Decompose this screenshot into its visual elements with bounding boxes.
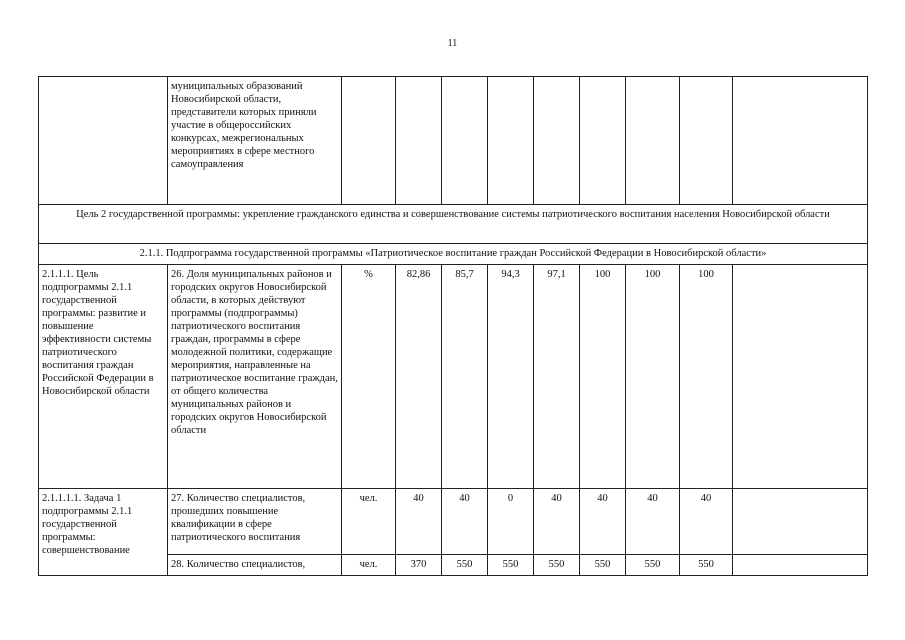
goal-cell <box>39 77 168 205</box>
table-row <box>39 244 868 265</box>
value-cell: 550 <box>442 555 488 576</box>
value-cell: 100 <box>626 265 680 489</box>
value-cell: 100 <box>680 265 733 489</box>
value-cell: 0 <box>488 489 534 555</box>
value-cell: 97,1 <box>534 265 580 489</box>
subprogram-header: 2.1.1. Подпрограмма государственной программы «Патриотическое воспитание граждан Российской Федерации в Новосибирской области» <box>39 244 868 265</box>
indicator-cell: 28. Количество специалистов, <box>168 555 342 576</box>
goal-header: Цель 2 государственной программы: укрепление гражданского единства и совершенствование системы патриотического воспитания населения Новосибирской области <box>39 205 868 244</box>
unit-cell: чел. <box>342 489 396 555</box>
value-cell: 40 <box>580 489 626 555</box>
value-cell: 550 <box>580 555 626 576</box>
value-cell: 82,86 <box>396 265 442 489</box>
unit-cell: чел. <box>342 555 396 576</box>
value-cell: 40 <box>680 489 733 555</box>
goal-cell: 2.1.1.1.1. Задача 1 подпрограммы 2.1.1 государственной программы: совершенствование <box>39 489 168 576</box>
value-cell: 85,7 <box>442 265 488 489</box>
value-cell: 40 <box>626 489 680 555</box>
indicators-table <box>38 76 868 576</box>
indicator-cell: 27. Количество специалистов, прошедших повышение квалификации в сфере патриотического воспитания <box>168 489 342 555</box>
note-cell <box>733 265 868 489</box>
value-cell: 40 <box>442 489 488 555</box>
note-cell <box>733 489 868 555</box>
value-cell: 100 <box>580 265 626 489</box>
table-row <box>39 77 868 205</box>
goal-cell: 2.1.1.1. Цель подпрограммы 2.1.1 государственной программы: развитие и повышение эффективности системы патриотического воспитания граждан Российской Федерации в Новосибирской области <box>39 265 168 489</box>
value-cell: 40 <box>396 489 442 555</box>
table-row <box>39 489 868 555</box>
value-cell: 550 <box>488 555 534 576</box>
value-cell: 550 <box>680 555 733 576</box>
unit-cell: % <box>342 265 396 489</box>
value-cell: 550 <box>626 555 680 576</box>
table-row <box>39 205 868 244</box>
table-row <box>39 265 868 489</box>
value-cell: 550 <box>534 555 580 576</box>
value-cell: 40 <box>534 489 580 555</box>
indicator-cell: муниципальных образований Новосибирской области, представители которых приняли участие в общероссийских конкурсах, межрегиональных мероприятиях в сфере местного самоуправления <box>168 77 342 205</box>
value-cell: 370 <box>396 555 442 576</box>
note-cell <box>733 555 868 576</box>
page-number: 11 <box>447 38 458 49</box>
indicator-cell: 26. Доля муниципальных районов и городских округов Новосибирской области, в которых действуют программы (подпрограммы) патриотического воспитания граждан, программы в сфере молодежной политики, содержащие мероприятия, направленные на патриотическое воспитание граждан, от общего количества муниципальных районов и городских округов Новосибирской области <box>168 265 342 489</box>
value-cell: 94,3 <box>488 265 534 489</box>
